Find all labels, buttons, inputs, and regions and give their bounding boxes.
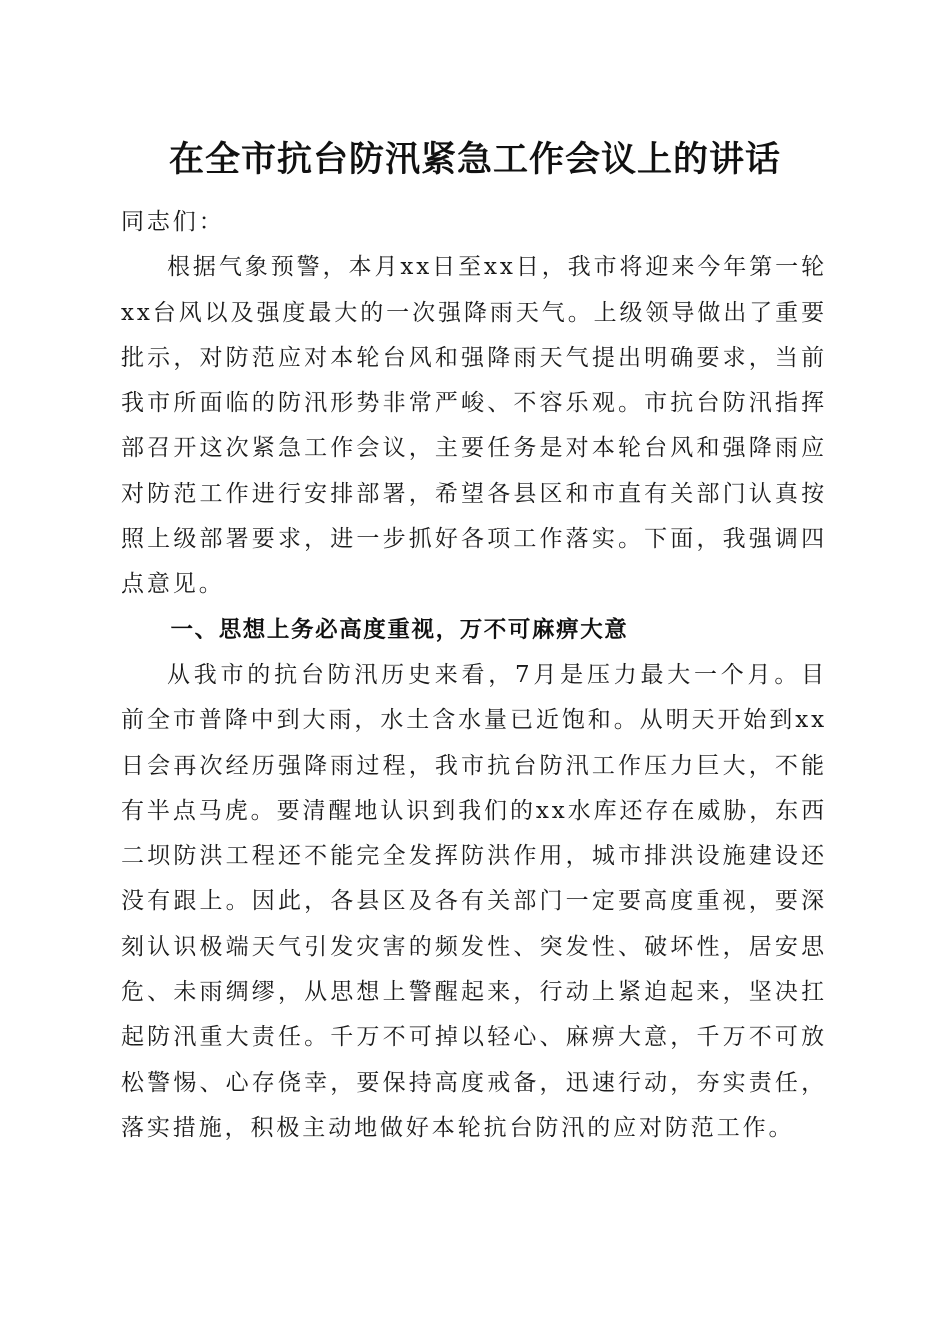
document-body: [121, 200, 827, 1151]
salutation: 同志们：: [121, 209, 225, 235]
document-title: 在全市抗台防汛紧急工作会议上的讲话: [168, 139, 781, 180]
intro-paragraph: 根据气象预警，本月xx日至xx日，我市将迎来今年第一轮xx台风以及强度最大的一次强降雨天气。上级领导做出了重要批示，对防范应对本轮台风和强降雨天气提出明确要求，当前我市所面临的防汛形势非常严峻、不容乐观。市抗台防汛指挥部召开这次紧急工作会议，主要任务是对本轮台风和强降雨应对防范工作进行安排部署，希望各县区和市直有关部门认真按照上级部署要求，进一步抓好各项工作落实。下面，我强调四点意见。: [121, 254, 827, 598]
section-1-paragraph: 从我市的抗台防汛历史来看，7月是压力最大一个月。目前全市普降中到大雨，水土含水量已近饱和。从明天开始到xx日会再次经历强降雨过程，我市抗台防汛工作压力巨大，不能有半点马虎。要清醒地认识到我们的xx水库还存在威胁，东西二坝防洪工程还不能完全发挥防洪作用，城市排洪设施建设还没有跟上。因此，各县区及各有关部门一定要高度重视，要深刻认识极端天气引发灾害的频发性、突发性、破坏性，居安思危、未雨绸缪，从思想上警醒起来，行动上紧迫起来，坚决扛起防汛重大责任。千万不可掉以轻心、麻痹大意，千万不可放松警惕、心存侥幸，要保持高度戒备，迅速行动，夯实责任，落实措施，积极主动地做好本轮抗台防汛的应对防范工作。: [121, 661, 827, 1141]
section-1-heading: 一、思想上务必高度重视，万不可麻痹大意: [170, 616, 629, 643]
